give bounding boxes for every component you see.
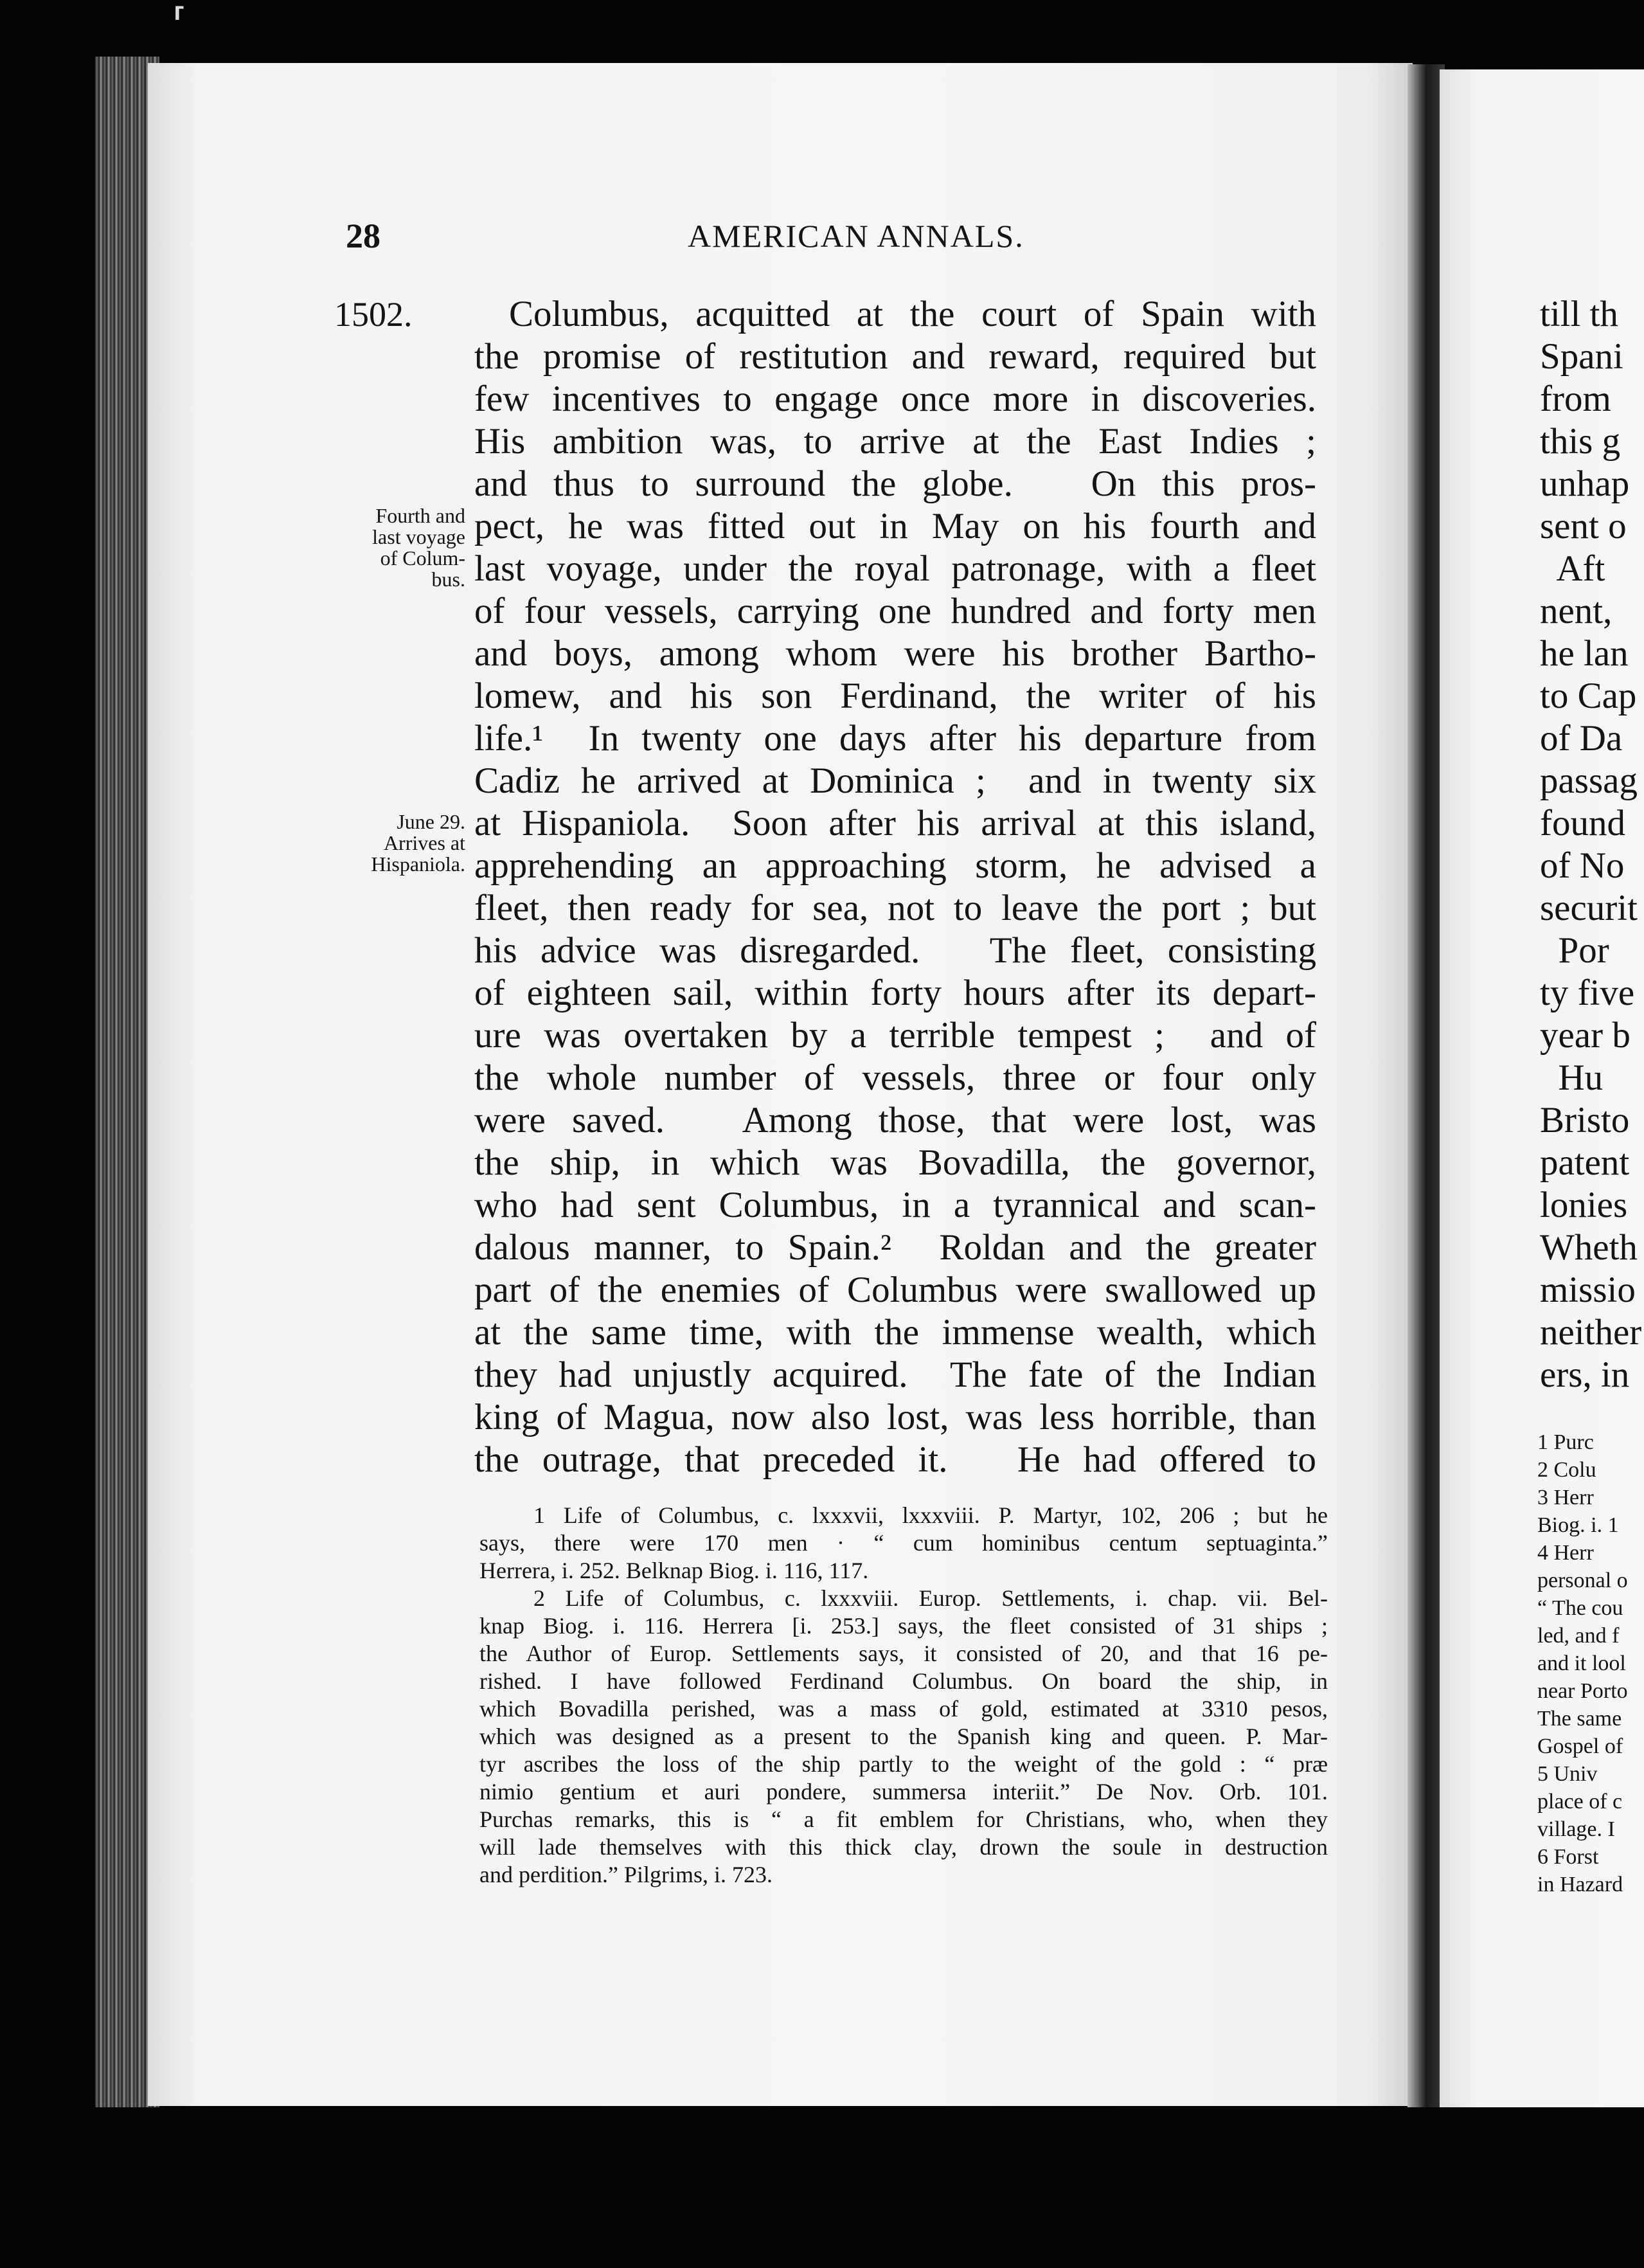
right-footnote-line: 5 Univ — [1537, 1762, 1598, 1786]
body-line: the ship, in which was Bovadilla, the governor, — [474, 1142, 1316, 1183]
footnote-line: will lade themselves with this thick clay, drown the soule in destruction — [479, 1834, 1328, 1860]
margin-note-fourth-voyage: Fourth and last voyage of Colum- bus. — [372, 504, 465, 591]
footnote-line: 2 Life of Columbus, c. lxxxviii. Europ. Settlements, i. chap. vii. Bel- — [533, 1585, 1328, 1611]
footnote-line: tyr ascribes the loss of the ship partly to the weight of the gold : “ præ — [479, 1751, 1328, 1777]
right-page-line: ty five — [1540, 973, 1635, 1013]
footnote-line: 1 Life of Columbus, c. lxxxvii, lxxxviii. P. Martyr, 102, 206 ; but he — [533, 1502, 1328, 1528]
right-page-body-fragment — [1540, 293, 1641, 1396]
body-line: king of Magua, now also lost, was less horrible, than — [474, 1397, 1316, 1437]
body-line: lomew, and his son Ferdinand, the writer of his — [474, 676, 1316, 716]
body-line: fleet, then ready for sea, not to leave the port ; but — [474, 888, 1316, 928]
body-line: who had sent Columbus, in a tyrannical and scan- — [474, 1185, 1316, 1225]
right-page-line: this g — [1540, 421, 1621, 462]
right-page-line: from — [1540, 379, 1611, 419]
body-line: the promise of restitution and reward, required but — [474, 336, 1316, 377]
right-footnote-line: near Porto — [1537, 1679, 1628, 1703]
right-footnote-line: Gospel of — [1537, 1734, 1623, 1758]
right-footnote-line: Biog. i. 1 — [1537, 1513, 1619, 1537]
margin-year: 1502. — [334, 295, 413, 334]
page-number: 28 — [346, 217, 380, 255]
footnote-line: which was designed as a present to the Spanish king and queen. P. Mar- — [479, 1724, 1328, 1749]
body-line: at the same time, with the immense wealth, which — [474, 1312, 1316, 1353]
right-page-line: Wheth — [1540, 1227, 1638, 1268]
right-page-line: Por — [1540, 930, 1609, 971]
right-page-line: Hu — [1540, 1058, 1604, 1098]
body-line: last voyage, under the royal patronage, with a fleet — [474, 548, 1316, 589]
body-line: ure was overtaken by a terrible tempest ; and of — [474, 1015, 1316, 1056]
body-line: apprehending an approaching storm, he advised a — [474, 845, 1316, 886]
body-line: life.¹ In twenty one days after his departure from — [474, 718, 1316, 759]
footnote-line: Purchas remarks, this is “ a fit emblem for Christians, who, when they — [479, 1806, 1328, 1832]
body-line: the outrage, that preceded it. He had offered to — [474, 1439, 1316, 1480]
body-line: the whole number of vessels, three or four only — [474, 1058, 1316, 1098]
right-page-line: patent — [1540, 1142, 1630, 1183]
body-line: of four vessels, carrying one hundred and forty men — [474, 591, 1316, 631]
right-footnote-line: The same — [1537, 1707, 1622, 1731]
body-line: and thus to surround the globe. On this pros- — [474, 464, 1316, 504]
body-line: his advice was disregarded. The fleet, consisting — [474, 930, 1316, 971]
right-footnote-line: “ The cou — [1537, 1596, 1623, 1620]
body-text — [474, 293, 1316, 1481]
right-page-line: to Cap — [1540, 676, 1637, 716]
margin-note-arrives-hispaniola: June 29. Arrives at Hispaniola. — [371, 810, 465, 876]
right-page-footnote-fragment — [1537, 1428, 1628, 1898]
right-footnote-line: village. I — [1537, 1817, 1615, 1841]
body-line: Columbus, acquitted at the court of Spain with — [509, 294, 1316, 334]
right-page-line: securit — [1540, 888, 1638, 928]
right-footnote-line: 1 Purc — [1537, 1430, 1594, 1454]
footnotes — [479, 1502, 1328, 1889]
right-footnote-line: place of c — [1537, 1790, 1623, 1814]
right-footnote-line: personal o — [1537, 1569, 1628, 1592]
body-line: dalous manner, to Spain.² Roldan and the greater — [474, 1227, 1316, 1268]
right-page-line: nent, — [1540, 591, 1613, 631]
right-footnote-line: 3 Herr — [1537, 1486, 1594, 1509]
body-line: and boys, among whom were his brother Bartho- — [474, 633, 1316, 674]
right-page-line: of Da — [1540, 718, 1623, 759]
right-page-line: passag — [1540, 760, 1638, 801]
right-footnote-line: 4 Herr — [1537, 1541, 1594, 1565]
right-footnote-line: 2 Colu — [1537, 1458, 1596, 1482]
right-page-line: ers, in — [1540, 1354, 1630, 1395]
right-page-line: sent o — [1540, 506, 1627, 546]
right-page-line: of No — [1540, 845, 1625, 886]
right-page-line: till th — [1540, 294, 1618, 334]
scan-corner-mark: ⸢ — [172, 0, 188, 45]
footnote-line: which Bovadilla perished, was a mass of gold, estimated at 3310 pesos, — [479, 1696, 1328, 1722]
right-footnote-line: and it lool — [1537, 1652, 1626, 1675]
right-page-line: missio — [1540, 1270, 1636, 1310]
right-page-line: he lan — [1540, 633, 1629, 674]
body-line: His ambition was, to arrive at the East Indies ; — [474, 421, 1316, 462]
right-page-line: found — [1540, 803, 1625, 843]
body-line: pect, he was fitted out in May on his fourth and — [474, 506, 1316, 546]
body-line: they had unjustly acquired. The fate of the Indian — [474, 1354, 1316, 1395]
footnote-line: the Author of Europ. Settlements says, it consisted of 20, and that 16 pe- — [479, 1641, 1328, 1666]
right-page-line: Aft — [1540, 548, 1605, 589]
right-page-line: unhap — [1540, 464, 1630, 504]
footnote-line: rished. I have followed Ferdinand Columbus. On board the ship, in — [479, 1668, 1328, 1694]
body-line: at Hispaniola. Soon after his arrival at this island, — [474, 803, 1316, 843]
body-line: were saved. Among those, that were lost, was — [474, 1100, 1316, 1140]
right-page-line: Spani — [1540, 336, 1623, 377]
right-page-line: year b — [1540, 1015, 1631, 1056]
right-footnote-line: in Hazard — [1537, 1873, 1623, 1896]
footnote-line: and perdition.” Pilgrims, i. 723. — [479, 1862, 773, 1887]
body-line: part of the enemies of Columbus were swallowed up — [474, 1270, 1316, 1310]
right-footnote-line: led, and f — [1537, 1624, 1620, 1648]
footnote-line: Herrera, i. 252. Belknap Biog. i. 116, 117. — [479, 1558, 869, 1583]
body-line: few incentives to engage once more in discoveries. — [474, 379, 1316, 419]
footnote-line: knap Biog. i. 116. Herrera [i. 253.] says, the fleet consisted of 31 ships ; — [479, 1613, 1328, 1639]
right-page-line: lonies — [1540, 1185, 1628, 1225]
right-footnote-line: 6 Forst — [1537, 1845, 1599, 1869]
right-page-line: Bristo — [1540, 1100, 1630, 1140]
right-page-line: neither — [1540, 1312, 1642, 1353]
body-line: Cadiz he arrived at Dominica ; and in twenty six — [474, 760, 1316, 801]
body-line: of eighteen sail, within forty hours after its depart- — [474, 973, 1316, 1013]
footnote-line: nimio gentium et auri pondere, summersa interiit.” De Nov. Orb. 101. — [479, 1779, 1328, 1805]
footnote-line: says, there were 170 men · “ cum hominibus centum septuaginta.” — [479, 1530, 1328, 1556]
running-head: AMERICAN ANNALS. — [688, 218, 1024, 254]
